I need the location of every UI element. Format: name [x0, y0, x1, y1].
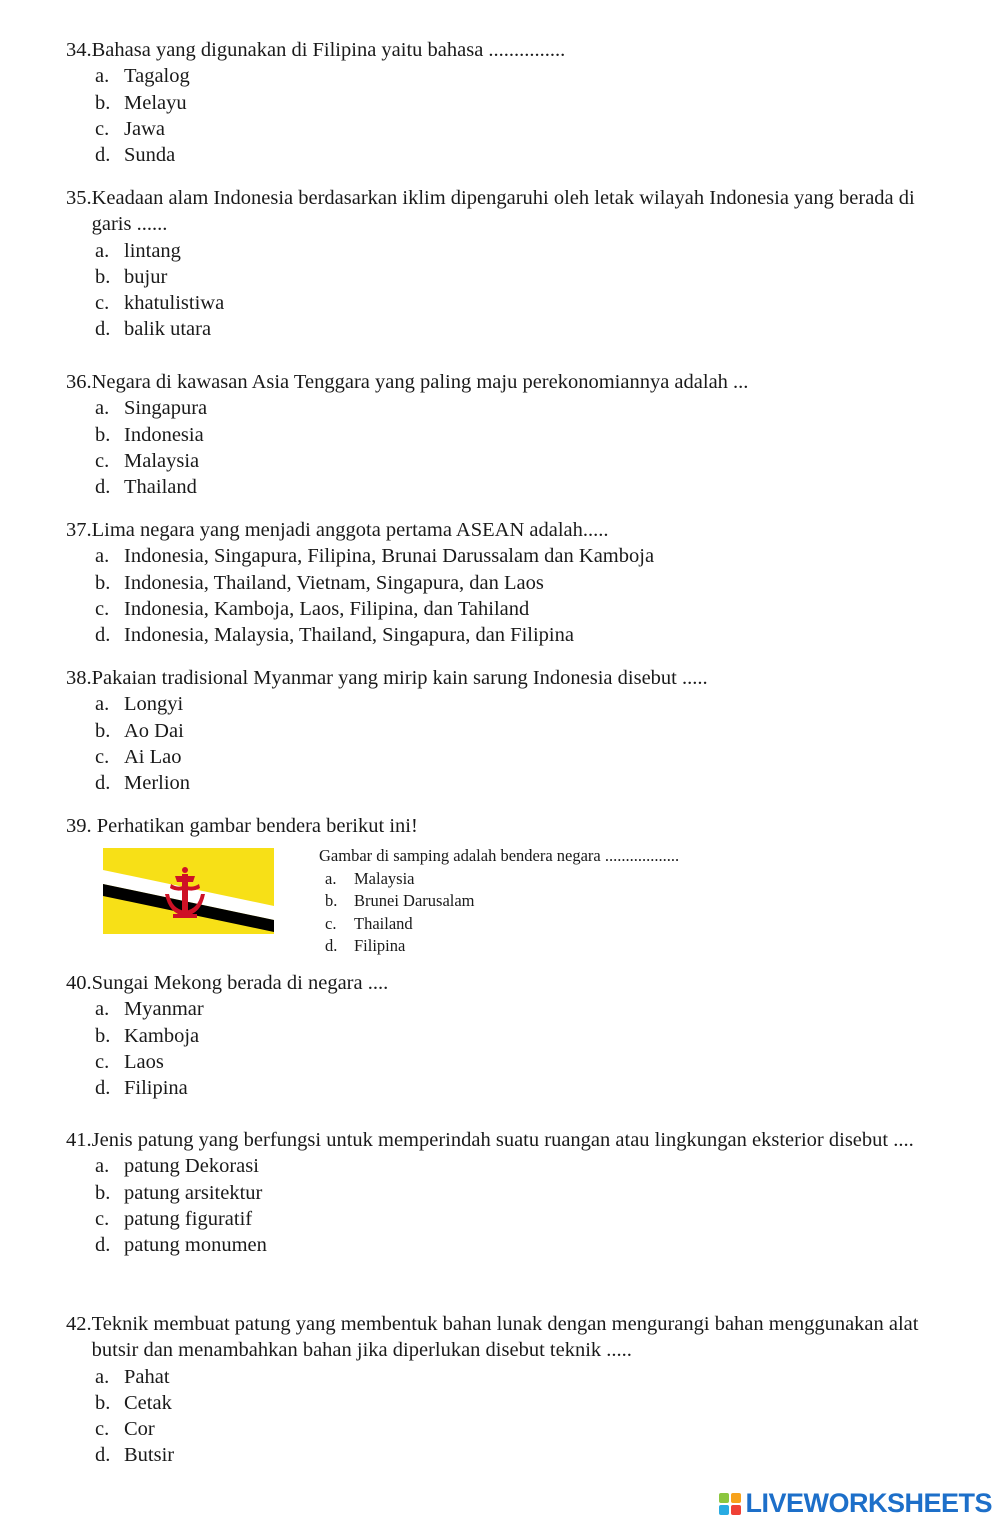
option-letter: d.	[325, 936, 338, 956]
option-text: Merlion	[124, 772, 191, 795]
question-text: Teknik membuat patung yang membentuk bahan lunak dengan mengurangi bahan menggunakan alat butsir dan menambahkan bahan jika diperlukan disebut teknik .....	[91, 1313, 919, 1362]
option-text: Ao Dai	[124, 719, 184, 742]
option-letter: c.	[95, 1050, 110, 1073]
logo-mark-icon	[718, 1492, 742, 1516]
option-text: Malaysia	[124, 449, 200, 472]
option-text: Thailand	[124, 476, 197, 499]
option-letter: b.	[95, 1391, 111, 1414]
side-text: Gambar di samping adalah bendera negara ..................	[319, 846, 680, 865]
option-text: Ai Lao	[124, 745, 182, 768]
option-text: Laos	[124, 1050, 164, 1073]
option-c[interactable]	[66, 116, 936, 142]
option-letter: a.	[95, 998, 110, 1021]
option-letter: c.	[95, 1418, 110, 1441]
option-letter: a.	[95, 239, 110, 262]
option-text: patung Dekorasi	[124, 1155, 259, 1178]
option-letter: b.	[325, 891, 338, 911]
option-text: Cor	[124, 1418, 155, 1441]
option-text: Filipina	[124, 1077, 188, 1100]
option-letter: c.	[95, 597, 110, 620]
question-40	[66, 970, 936, 1101]
option-letter: d.	[95, 1077, 111, 1100]
option-b[interactable]	[66, 422, 936, 448]
option-letter: d.	[95, 476, 111, 499]
option-letter: a.	[95, 1365, 110, 1388]
option-c[interactable]	[319, 913, 679, 936]
option-d[interactable]	[66, 1442, 936, 1468]
option-b[interactable]	[66, 264, 936, 290]
option-d[interactable]	[66, 622, 936, 648]
option-letter: a.	[325, 868, 337, 888]
question-39	[66, 813, 418, 839]
question-35	[66, 185, 936, 343]
option-letter: c.	[95, 1207, 110, 1230]
option-a[interactable]	[66, 691, 936, 717]
question-number: 35.	[66, 187, 92, 209]
question-39-side	[319, 845, 679, 958]
question-number: 36.	[66, 371, 92, 393]
question-number: 42.	[66, 1313, 92, 1335]
question-38	[66, 665, 936, 796]
option-d[interactable]	[66, 316, 936, 342]
option-letter: c.	[95, 449, 110, 472]
option-letter: b.	[95, 1024, 111, 1047]
option-a[interactable]	[66, 996, 936, 1022]
option-letter: d.	[95, 1234, 111, 1257]
option-text: Tagalog	[124, 65, 190, 88]
option-letter: d.	[95, 624, 111, 647]
option-c[interactable]	[66, 1049, 936, 1075]
crest-part	[182, 867, 188, 873]
option-text: Filipina	[354, 936, 406, 956]
option-c[interactable]	[66, 448, 936, 474]
brunei-flag	[103, 848, 274, 934]
option-text: Thailand	[354, 913, 413, 933]
option-text: patung arsitektur	[124, 1181, 263, 1204]
question-text: Lima negara yang menjadi anggota pertama ASEAN adalah.....	[91, 519, 609, 541]
option-letter: c.	[95, 292, 110, 315]
question-number: 41.	[66, 1129, 92, 1151]
option-d[interactable]	[66, 142, 936, 168]
question-number: 34.	[66, 39, 92, 61]
question-number: 37.	[66, 519, 92, 541]
question-text: Jenis patung yang berfungsi untuk memperindah suatu ruangan atau lingkungan eksterior disebut ....	[91, 1129, 914, 1151]
question-text: Perhatikan gambar bendera berikut ini!	[91, 815, 418, 837]
option-letter: a.	[95, 1155, 110, 1178]
option-b[interactable]	[66, 90, 936, 116]
option-letter: b.	[95, 265, 111, 288]
liveworksheets-logo	[718, 1488, 992, 1519]
option-text: lintang	[124, 239, 181, 262]
option-text: Indonesia, Kamboja, Laos, Filipina, dan Tahiland	[124, 597, 530, 620]
option-text: Brunei Darusalam	[354, 891, 475, 911]
option-letter: b.	[95, 571, 111, 594]
question-37	[66, 517, 936, 648]
option-letter: a.	[95, 545, 110, 568]
option-letter: a.	[95, 693, 110, 716]
option-a[interactable]	[66, 1153, 936, 1179]
option-text: Cetak	[124, 1391, 172, 1414]
option-c[interactable]	[66, 1416, 936, 1442]
crest-part	[175, 876, 195, 882]
option-letter: c.	[95, 745, 110, 768]
option-c[interactable]	[66, 744, 936, 770]
option-letter: c.	[95, 117, 110, 140]
option-text: Pahat	[124, 1365, 170, 1388]
option-text: balik utara	[124, 318, 212, 341]
option-text: Kamboja	[124, 1024, 200, 1047]
option-text: Indonesia, Singapura, Filipina, Brunai Darussalam dan Kamboja	[124, 545, 655, 568]
question-text: Sungai Mekong berada di negara ....	[91, 972, 389, 994]
question-36	[66, 369, 936, 500]
option-letter: d.	[95, 772, 111, 795]
option-text: Melayu	[124, 91, 187, 114]
logo-square	[719, 1505, 729, 1515]
option-c[interactable]	[66, 596, 936, 622]
option-a[interactable]	[66, 543, 936, 569]
question-text: Keadaan alam Indonesia berdasarkan iklim dipengaruhi oleh letak wilayah Indonesia yang berada di garis ......	[91, 187, 915, 236]
question-number: 40.	[66, 972, 92, 994]
question-number: 38.	[66, 667, 92, 689]
option-a[interactable]	[66, 63, 936, 89]
logo-square	[731, 1505, 741, 1515]
question-42	[66, 1311, 936, 1469]
option-text: Jawa	[124, 117, 165, 140]
option-letter: c.	[325, 913, 337, 933]
option-text: Butsir	[124, 1444, 175, 1467]
question-text: Pakaian tradisional Myanmar yang mirip kain sarung Indonesia disebut .....	[91, 667, 708, 689]
question-number: 39.	[66, 815, 92, 837]
option-a[interactable]	[319, 868, 679, 891]
option-letter: d.	[95, 1444, 111, 1467]
option-d[interactable]	[66, 770, 936, 796]
option-c[interactable]	[66, 290, 936, 316]
option-b[interactable]	[66, 718, 936, 744]
option-text: bujur	[124, 265, 168, 288]
option-letter: a.	[95, 65, 110, 88]
option-text: Myanmar	[124, 998, 204, 1021]
option-b[interactable]	[319, 890, 679, 913]
option-d[interactable]	[66, 1075, 936, 1101]
option-text: Malaysia	[354, 868, 415, 888]
option-text: Singapura	[124, 397, 208, 420]
option-text: Indonesia, Malaysia, Thailand, Singapura, dan Filipina	[124, 624, 574, 647]
option-letter: b.	[95, 423, 111, 446]
logo-text: LIVEWORKSHEETS	[745, 1488, 992, 1518]
question-text: Negara di kawasan Asia Tenggara yang paling maju perekonomiannya adalah ...	[91, 371, 749, 393]
option-a[interactable]	[66, 395, 936, 421]
option-d[interactable]	[319, 935, 679, 958]
option-text: Indonesia, Thailand, Vietnam, Singapura, dan Laos	[124, 571, 544, 594]
crest-part	[173, 914, 197, 918]
option-d[interactable]	[66, 1232, 936, 1258]
option-b[interactable]	[66, 570, 936, 596]
logo-square	[719, 1493, 729, 1503]
option-b[interactable]	[66, 1023, 936, 1049]
option-text: Longyi	[124, 693, 184, 716]
option-text: khatulistiwa	[124, 292, 225, 315]
logo-square	[731, 1493, 741, 1503]
option-b[interactable]	[66, 1390, 936, 1416]
option-letter: b.	[95, 91, 111, 114]
option-letter: d.	[95, 144, 111, 167]
option-letter: a.	[95, 397, 110, 420]
option-text: patung figuratif	[124, 1207, 253, 1230]
option-text: Sunda	[124, 144, 176, 167]
option-a[interactable]	[66, 1364, 936, 1390]
question-41	[66, 1127, 936, 1258]
option-c[interactable]	[66, 1206, 936, 1232]
question-34	[66, 37, 936, 168]
option-text: Indonesia	[124, 423, 204, 446]
option-a[interactable]	[66, 238, 936, 264]
option-b[interactable]	[66, 1180, 936, 1206]
option-letter: b.	[95, 719, 111, 742]
option-text: patung monumen	[124, 1234, 267, 1257]
question-text: Bahasa yang digunakan di Filipina yaitu bahasa ...............	[91, 39, 566, 61]
option-d[interactable]	[66, 474, 936, 500]
option-letter: b.	[95, 1181, 111, 1204]
option-letter: d.	[95, 318, 111, 341]
